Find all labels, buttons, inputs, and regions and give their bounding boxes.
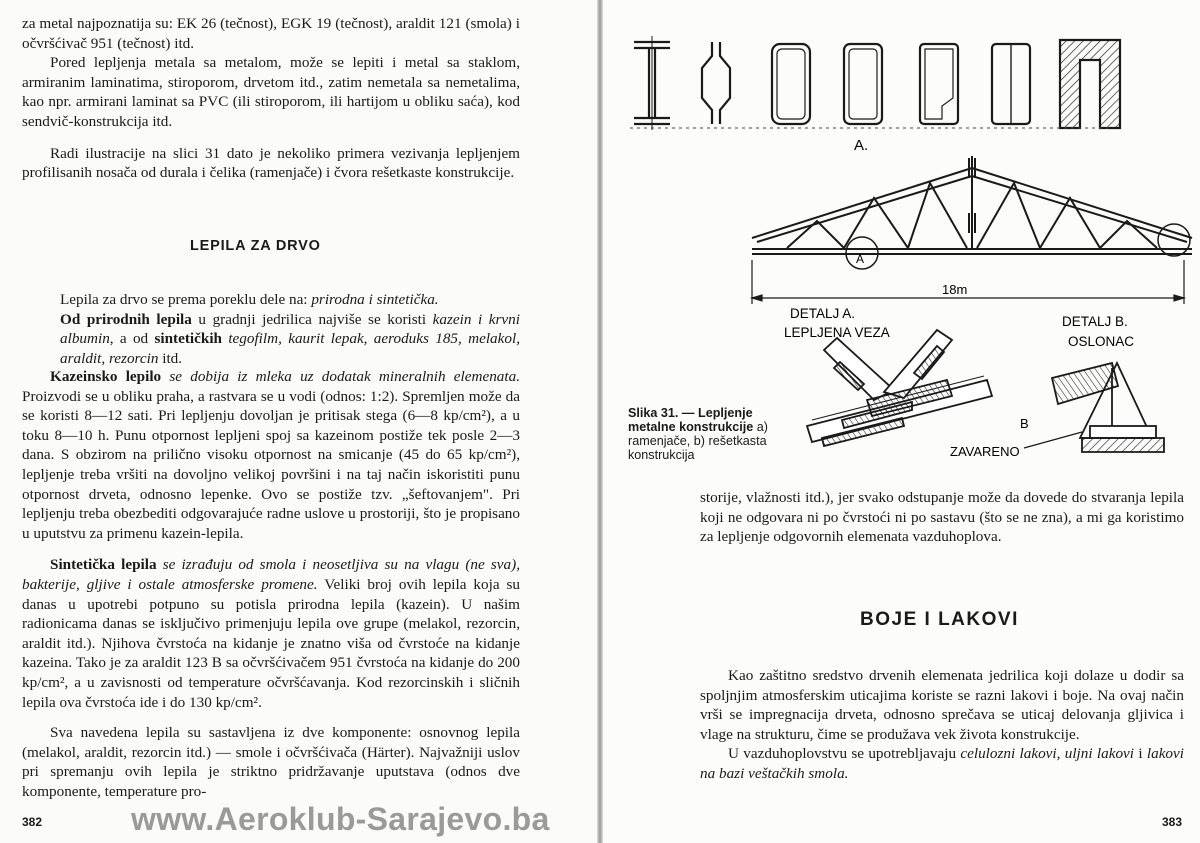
paragraph-metal-adhesives: za metal najpoznatija su: EK 26 (tečnost), EGK 19 (tečnost), araldit 121 (smola) i očvršćivač 951 (tečnost) itd. — [22, 15, 520, 52]
detail-a-title: DETALJ A. — [790, 306, 856, 321]
page-number-right: 383 — [1162, 815, 1183, 829]
paragraph-varnish-types: U vazduhoplovstvu se upotrebljavaju celulozni lakovi, uljni lakovi i lakovi na bazi veštačkih smola. — [700, 745, 1184, 782]
book-gutter — [597, 0, 603, 843]
watermark-url: www.Aeroklub-Sarajevo.ba — [131, 801, 550, 837]
paragraph-synthetic-adhesive: Sintetička lepila se izrađuju od smola i neosetljiva su na vlagu (ne sva), bakterije, gljive i ostale atmosferske promene. Veliki broj ovih lepila koja su danas u upotrebi potpuno su potisla prirodna lepila (kazein). U našim radionicama danas se isključivo primenjuju lepila ove grupe (melakol, rezorcin, araldit itd.). Njihova čvrstoća na kidanje je znatno viša od čvrstoće na kidanje kazeina. Tako je za araldit 123 B sa očvršćivačem 951 čvrstoća na kidanje do 200 kp/cm², a u zavisnosti od temperature očvršćavanja. Kod rezorcinskih i sličnih lepila ova čvrstoća ide i do 130 kp/cm². — [22, 556, 520, 711]
paragraph-wood-adhesive-types: Lepila za drvo se prema poreklu dele na: prirodna i sintetička. — [60, 291, 439, 308]
paragraph-casein-adhesive: Kazeinsko lepilo se dobija iz mleka uz dodatak mineralnih elemenata. Proizvodi se u obliku praha, a rastvara se u vodi (odnos: 1:2). Spremljen može da se koristi 8—12 sati. Pri lepljenju dovoljan je pritisak stega (6—8 kp/cm²), a u toku 8—10 h. Punu otpornost lepljeni spoj sa kazeinom postiže tek posle 2—3 dana. S obzirom na prilično visoku otpornost na smicanje (45 do 65 kp/cm²), lepljenje treba vršiti na dovoljno velikoj površini i na taj način iskoristiti punu otpornost drveta, odnosno lepenke. Ovo se postiže tzv. „šeftovanjem". Pri lepljenju treba obezbediti odgovarajuće radne uslove u prostoriji, što je propisano u uputstvu za primenu kazein-lepila. — [22, 368, 520, 542]
left-body-text-2 — [22, 367, 520, 801]
paragraph-figure-reference: Radi ilustracije na slici 31 dato je nekoliko primera vezivanja lepljenjem profilisanih nosača od durala i čelika (ramenjače) i čvora rešetkaste konstrukcije. — [22, 144, 520, 182]
caption-title: Slika 31. — Lepljenje metalne konstrukcije — [628, 406, 754, 434]
node-b-marker — [1158, 224, 1190, 256]
truss-structure — [752, 156, 1192, 254]
detail-b-label: B — [1020, 416, 1029, 431]
left-top-text — [22, 14, 520, 183]
detail-b-subtitle: OSLONAC — [1068, 334, 1135, 349]
welded-label: ZAVARENO — [950, 444, 1020, 459]
right-top-text — [700, 488, 1184, 547]
detail-a-subtitle: LEPLJENA VEZA — [784, 325, 890, 340]
node-a-label: A — [856, 252, 865, 266]
paragraph-natural-synthetic: Od prirodnih lepila u gradnji jedrilica najviše se koristi kazein i krvni albumin, a od sintetičkih tegofilm, kaurit lepak, aeroduks 185, melakol, araldit, rezorcin itd. — [60, 310, 520, 367]
caption-body: a) ramenjače, b) rešetkasta konstrukcija — [628, 420, 768, 462]
dimension-label: 18m — [942, 282, 968, 297]
profile-box-1 — [772, 44, 810, 124]
profile-i-beam — [634, 36, 670, 130]
figure-caption — [628, 406, 774, 462]
page-number-left: 382 — [22, 815, 43, 829]
right-body-text — [700, 666, 1184, 784]
dimension-line — [752, 260, 1184, 304]
paragraph-continuation: storije, vlažnosti itd.), jer svako odstupanje može da dovede do stvaranja lepila koji ne odgovara ni po čvrstoći ni po sastavu (što se ne zna), a mi ga koristimo za lepljenje odgovornih elemenata vazduhoplova. — [700, 489, 1184, 546]
figure-label-a: A. — [854, 137, 869, 154]
detail-a-glued-joint — [807, 330, 992, 446]
spar-profiles — [634, 36, 1120, 130]
paragraph-two-components: Sva navedena lepila su sastavljena iz dve komponente: osnovnog lepila (melakol, araldit, rezorcin itd.) — smole i očvršćivača (Härter). Najvažniji uslov pri spremanju ovih lepila je striktno pridržavanje uputstava (odnos dve komponente, temperature pro- — [22, 724, 520, 800]
paragraph-protective-coatings: Kao zaštitno sredstvo drvenih elemenata jedrilica koji dolaze u dodir sa spoljnjim atmosferskim uticajima koriste se razni lakovi i boje. Na ovaj način vrši se impregnacija drveta, odnosno sprečava se uticaj delovanja gljivica i vlage na strukturu, čime se produžava vek života konstrukcije. — [700, 667, 1184, 743]
section-heading-wood-adhesives: LEPILA ZA DRVO — [190, 238, 321, 254]
profile-box-2 — [844, 44, 882, 124]
detail-b-title: DETALJ B. — [1062, 314, 1128, 329]
detail-b-support — [1052, 363, 1164, 452]
section-heading-paints-varnishes: BOJE I LAKOVI — [860, 609, 1019, 630]
paragraph-bonding-materials: Pored lepljenja metala sa metalom, može se lepiti i metal sa staklom, armiranim laminatima, stiroporom, drvetom itd., zatim nemetala sa nemetalima, kao npr. armirani laminat sa PVC (ili stiroporom, ili hartijom u obliku saća), kod sendvič-konstrukcija itd. — [22, 54, 520, 130]
figure-31-drawing — [612, 28, 1200, 468]
profile-hexagonal — [702, 42, 730, 124]
profile-box-3 — [920, 44, 958, 124]
left-body-text — [60, 290, 520, 368]
profile-hatched-channel — [1060, 40, 1120, 128]
